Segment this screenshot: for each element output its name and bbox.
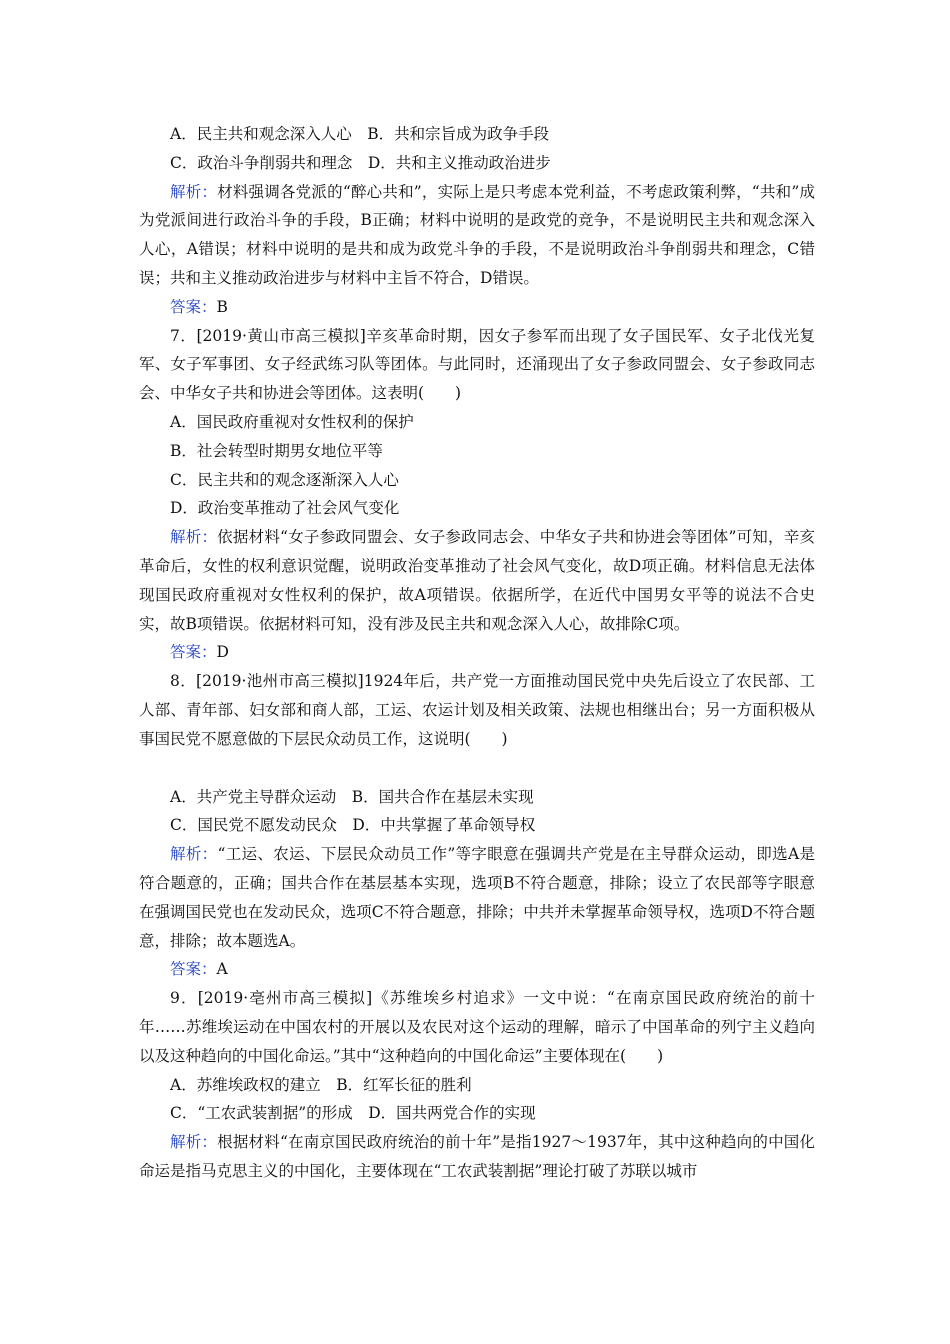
question-8 — [139, 667, 815, 984]
answer-label: 答案： — [170, 297, 217, 316]
option-line: A．民主共和观念深入人心 B．共和宗旨成为政争手段 — [170, 125, 550, 143]
analysis-paragraph — [139, 178, 815, 293]
analysis-paragraph — [139, 523, 815, 638]
answer-value: D — [216, 643, 229, 662]
question-7 — [139, 322, 815, 668]
analysis-label: 解析： — [170, 528, 218, 547]
option-line: B．社会转型时期男女地位平等 — [170, 441, 383, 460]
option-line: A．共产党主导群众运动 B．国共合作在基层未实现 — [170, 787, 534, 806]
analysis-paragraph — [139, 840, 815, 955]
question-6 — [139, 120, 815, 322]
option-line: A．苏维埃政权的建立 B．红军长征的胜利 — [170, 1075, 472, 1094]
option-line: D．政治变革推动了社会风气变化 — [170, 499, 400, 518]
analysis-label: 解析： — [170, 1133, 218, 1152]
answer-value: B — [216, 297, 228, 316]
option-line: C．民主共和的观念逐渐深入人心 — [170, 470, 399, 489]
answer-line — [139, 638, 815, 667]
question-9 — [139, 984, 815, 1186]
blank-gap — [139, 754, 815, 783]
question-stem: 9．[2019·亳州市高三模拟]《苏维埃乡村追求》一文中说：“在南京国民政府统治的前十年……苏维埃运动在中国农村的开展以及农民对这个运动的理解，暗示了中国革命的列宁主义趋向以及这种趋向的中国化命运。”其中“这种趋向的中国化命运”主要体现在( ) — [139, 989, 815, 1065]
answer-line — [139, 955, 815, 984]
question-stem: 8．[2019·池州市高三模拟]1924年后，共产党一方面推动国民党中央先后设立了农民部、工人部、青年部、妇女部和商人部，工运、农运计划及相关政策、法规也相继出台；另一方面积极从事国民党不愿意做的下层民众动员工作，这说明( ) — [139, 672, 815, 748]
option-line: A．国民政府重视对女性权利的保护 — [170, 412, 414, 431]
option-line: C．“工农武装割据”的形成 D．国共两党合作的实现 — [170, 1104, 536, 1123]
analysis-label: 解析： — [170, 182, 218, 201]
answer-line — [139, 293, 815, 322]
analysis-text: “工运、农运、下层民众动员工作”等字眼意在强调共产党是在主导群众运动，即选A是符合题意的，正确；国共合作在基层基本实现，选项B不符合题意，排除；设立了农民部等字眼意在强调国民党也在发动民众，选项C不符合题意，排除；中共并未掌握革命领导权，选项D不符合题意，排除；故本题选A。 — [139, 845, 815, 950]
analysis-text: 依据材料“女子参政同盟会、女子参政同志会、中华女子共和协进会等团体”可知，辛亥革命后，女性的权利意识觉醒，说明政治变革推动了社会风气变化，故D项正确。材料信息无法体现国民政府重视对女性权利的保护，故A项错误。依据所学，在近代中国男女平等的说法不合史实，故B项错误。依据材料可知，没有涉及民主共和观念深入人心，故排除C项。 — [139, 528, 815, 633]
answer-label: 答案： — [170, 960, 217, 979]
analysis-text: 材料强调各党派的“醉心共和”，实际上是只考虑本党利益，不考虑政策利弊，“共和”成为党派间进行政治斗争的手段，B正确；材料中说明的是政党的竞争，不是说明民主共和观念深入人心，A错误；材料中说明的是共和成为政党斗争的手段，不是说明政治斗争削弱共和理念，C错误；共和主义推动政治进步与材料中主旨不符合，D错误。 — [139, 182, 815, 287]
answer-label: 答案： — [170, 643, 217, 662]
document-body — [139, 120, 815, 1186]
option-line: C．国民党不愿发动民众 D．中共掌握了革命领导权 — [170, 816, 536, 835]
analysis-label: 解析： — [170, 845, 218, 864]
answer-value: A — [216, 960, 228, 979]
option-line: C．政治斗争削弱共和理念 D．共和主义推动政治进步 — [170, 153, 551, 172]
analysis-text: 根据材料“在南京国民政府统治的前十年”是指1927～1937年，其中这种趋向的中国化命运是指马克思主义的中国化，主要体现在“工农武装割据”理论打破了苏联以城市 — [139, 1133, 815, 1180]
question-stem: 7．[2019·黄山市高三模拟]辛亥革命时期，因女子参军而出现了女子国民军、女子北伐光复军、女子军事团、女子经武练习队等团体。与此同时，还涌现出了女子参政同盟会、女子参政同志会、中华女子共和协进会等团体。这表明( ) — [139, 326, 815, 403]
analysis-paragraph — [139, 1128, 815, 1186]
